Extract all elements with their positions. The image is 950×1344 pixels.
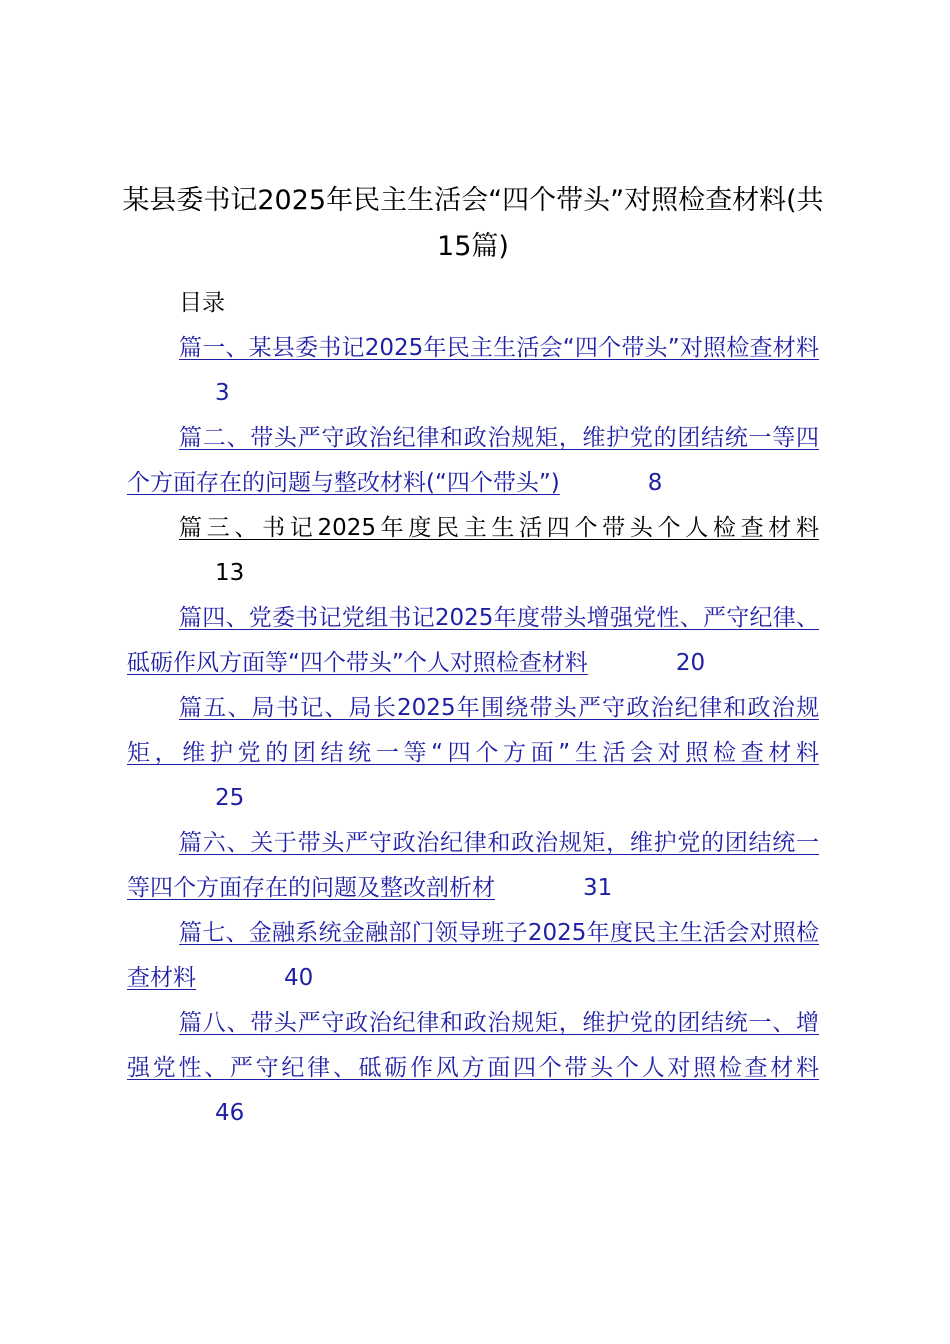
toc-entry-1[interactable] bbox=[127, 326, 819, 416]
toc-entry-title: 篇一、某县委书记2025年民主生活会“四个带头”对照检查材料 bbox=[179, 335, 819, 361]
toc-entry-page: 46 bbox=[215, 1100, 245, 1126]
toc-entry-2[interactable] bbox=[127, 416, 819, 506]
toc-entry-page: 20 bbox=[675, 650, 706, 676]
toc-entry-3[interactable] bbox=[127, 506, 819, 596]
toc-entry-title: 篇六、关于带头严守政治纪律和政治规矩，维护党的团结统一等四个方面存在的问题及整改剖析材 bbox=[127, 830, 819, 901]
document-title: 某县委书记2025年民主生活会“四个带头”对照检查材料(共15篇) bbox=[122, 185, 824, 262]
toc-entry-8[interactable] bbox=[127, 1001, 819, 1136]
toc-entry-title: 篇四、党委书记党组书记2025年度带头增强党性、严守纪律、砥砺作风方面等“四个带头”个人对照检查材料 bbox=[127, 605, 819, 676]
toc-entry-5[interactable] bbox=[127, 686, 819, 821]
toc-heading: 目录 bbox=[179, 290, 225, 316]
toc-entry-page: 3 bbox=[215, 380, 230, 406]
toc-entry-title: 篇五、局书记、局长2025年围绕带头严守政治纪律和政治规矩，维护党的团结统一等“四个方面”生活会对照检查材料 bbox=[127, 695, 819, 766]
toc-entry-4[interactable] bbox=[127, 596, 819, 686]
toc-entry-page: 25 bbox=[215, 785, 245, 811]
toc-entry-page: 13 bbox=[215, 560, 245, 586]
toc-entry-7[interactable] bbox=[127, 911, 819, 1001]
toc-entry-6[interactable] bbox=[127, 821, 819, 911]
toc-entry-title: 篇三、书记2025年度民主生活四个带头个人检查材料 bbox=[179, 515, 819, 541]
toc-entry-page: 8 bbox=[647, 470, 663, 496]
toc-entry-title: 篇八、带头严守政治纪律和政治规矩，维护党的团结统一、增强党性、严守纪律、砥砺作风方面四个带头个人对照检查材料 bbox=[127, 1010, 819, 1081]
document-page bbox=[122, 178, 824, 1136]
toc-entry-page: 40 bbox=[284, 965, 314, 991]
toc-entry-title: 篇二、带头严守政治纪律和政治规矩，维护党的团结统一等四个方面存在的问题与整改材料(“四个带头”) bbox=[127, 425, 819, 496]
toc-entry-title: 篇七、金融系统金融部门领导班子2025年度民主生活会对照检查材料 bbox=[127, 920, 819, 991]
toc-entry-page: 31 bbox=[583, 875, 613, 901]
toc-list bbox=[127, 326, 819, 1136]
